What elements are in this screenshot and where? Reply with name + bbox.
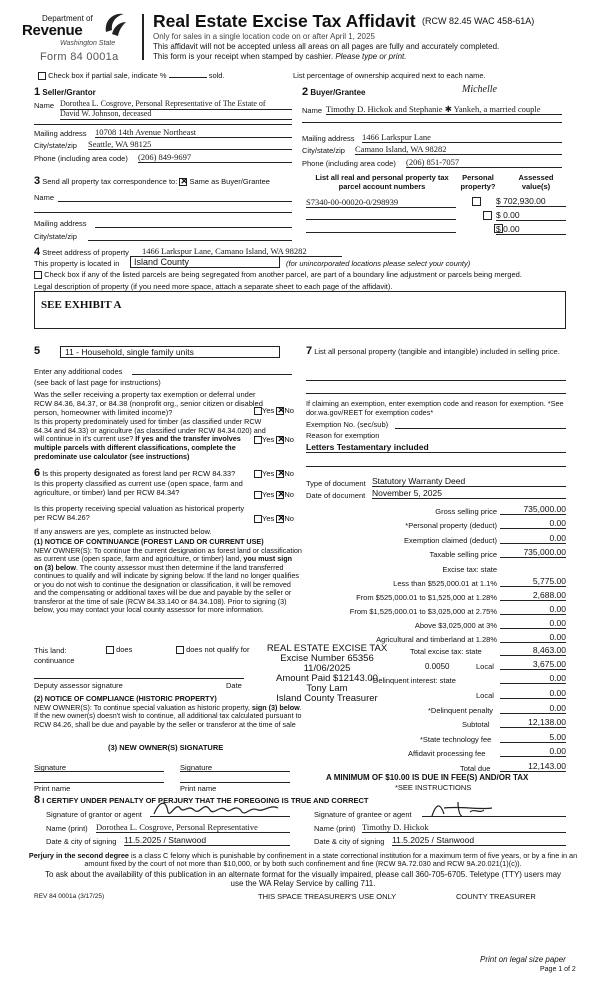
correspondence-row: 3 Send all property tax correspondence to: ✕ Same as Buyer/Grantee [34,175,270,188]
s6-note: If any answers are yes, complete as instructed below. [34,527,212,536]
tax-row-label: From $525,000.01 to $1,525,000 at 1.28% [356,593,497,602]
owner-print-line-1[interactable] [34,782,164,783]
assessed-value-0[interactable]: $ 702,930.00 [496,196,566,207]
does-not-qualify-checkbox[interactable] [176,646,184,654]
buyer-city-label: City/state/zip [302,146,345,155]
section6-q3: Is this property receiving special valuation as historical property per RCW 84.26? [34,504,245,522]
tax-row-value[interactable]: 0.00 [500,518,566,529]
certify-row: 8 I CERTIFY UNDER PENALTY OF PERJURY THAT THE FOREGOING IS TRUE AND CORRECT [34,794,369,806]
form-rcw: (RCW 82.45 WAC 458-61A) [422,16,535,26]
assessed-value-1[interactable]: $ 0.00 [496,210,566,221]
delinquent-interest-value[interactable]: 0.00 [500,673,566,684]
grantee-signature-scribble [422,798,566,820]
dor-logo [22,10,142,66]
stamp-line6: Island County Treasurer [276,692,378,704]
tax-row-value[interactable]: 735,000.00 [500,547,566,558]
tech-fee-value[interactable]: 5.00 [500,732,566,743]
tax-row-label: Taxable selling price [429,550,497,559]
county-select[interactable]: Island County [130,256,280,268]
total-excise-value[interactable]: 8,463.00 [500,645,566,656]
does-option: does [106,645,132,654]
tax-row-value[interactable]: 0.00 [500,604,566,615]
buyer-phone-label: Phone (including area code) [302,159,396,168]
personal-property-checkbox-1[interactable] [483,211,492,220]
grantee-name-label: Name (print) [314,824,356,833]
buyer-name-label: Name [302,106,323,115]
tax-row-label: Exemption claimed (deduct) [404,536,497,545]
grantee-name-field[interactable]: Timothy D. Hickok [362,822,566,833]
grantee-date-field[interactable]: 11.5.2025 / Stanwood [392,835,566,846]
page-number: Page 1 of 2 [540,966,576,973]
buyer-phone-field[interactable]: (206) 851-7057 [406,157,562,168]
form-number: Form 84 0001a [40,51,119,63]
reason-blank-line [306,466,566,467]
forest-no-checkbox[interactable] [276,470,284,478]
additional-codes-label: Enter any additional codes [34,367,123,376]
grantee-sig-label: Signature of grantee or agent [314,810,412,819]
tax-row-label: Above $3,025,000 at 3% [414,621,497,630]
revenue-swoosh-icon [102,10,128,38]
tax-row-value[interactable]: 5,775.00 [500,576,566,587]
local-value[interactable]: 3,675.00 [500,659,566,670]
dept-line2: Revenue [22,22,83,39]
local-label: Local [476,662,494,671]
deputy-date-label: Date [226,681,242,690]
seller-phone-label: Phone (including area code) [34,154,128,163]
ownership-note: List percentage of ownership acquired next to each name. [293,71,486,80]
forest-yes-checkbox[interactable] [254,470,262,478]
n1-body: NEW OWNER(S): To continue the current designation as forest land or classification as current use (open space, farm and agriculture, or timber) land, you must sign on (3) below. The county assessor must then determine if the land transferred continues to qualify and will indicate by signing below. If the land no longer qualifies or you do not wish to continue the designation or classification, it will be removed and the compensating or additional taxes will be due and payable by the seller or transferor at the time of sale (RCW 84.33.140 or 84.34.108). Prior to signing (3) below, you may contact your local county assessor for more information. [34,546,302,615]
owner-print-label-1: Print name [34,784,71,793]
total-due-label: Total due [460,764,491,773]
corr-blank-line [34,212,292,213]
partial-sale-checkbox[interactable] [38,72,46,80]
subtotal-label: Subtotal [462,720,490,729]
tax-row-value[interactable]: 0.00 [500,632,566,643]
street-address-field[interactable]: 1466 Larkspur Lane, Camano Island, WA 98282 [142,246,342,257]
header-line1: Only for sales in a single location code on or after April 1, 2025 [153,32,375,41]
seller-name-line2[interactable]: David W. Johnson, deceased [60,109,292,120]
legal-label: Legal description of property (if you need more space, attach a separate sheet to each page of the affidavit). [34,282,393,291]
historic-no-checkbox[interactable] [276,515,284,523]
corr-city-label: City/state/zip [34,232,77,241]
seller-mailing-label: Mailing address [34,129,87,138]
seller-blank-line [34,124,292,125]
owner-print-line-2[interactable] [180,782,290,783]
legal-description-text: SEE EXHIBIT A [41,299,122,311]
form-title: Real Estate Excise Tax Affidavit [153,11,416,31]
see-instructions: *SEE INSTRUCTIONS [395,783,472,792]
historic-yes-checkbox[interactable] [254,515,262,523]
parcel-number-1[interactable] [306,219,456,220]
stamp-line4: Amount Paid $12143.00 [276,672,378,684]
buyer-mailing-label: Mailing address [302,134,355,143]
tax-row-label: Gross selling price [435,507,497,516]
county-treasurer-label: COUNTY TREASURER [456,892,536,901]
s6-q2-answer: Yes ✕ No [254,490,294,499]
personal-col-header: Personal property? [460,173,496,191]
corr-name-field[interactable] [58,201,292,202]
legal-size-note: Print on legal size paper [480,955,566,964]
q1-yes-checkbox[interactable] [254,407,262,415]
grantee-signature[interactable] [422,816,566,817]
doc-type-field[interactable]: Statutory Warranty Deed [372,476,566,487]
does-not-option: does not qualify for [176,645,249,654]
does-qualify-checkbox[interactable] [106,646,114,654]
assessed-value-2[interactable]: $ 0.00 [496,224,566,235]
owner-sig-label-2: Signature [180,763,213,772]
owner-sig-label-1: Signature [34,763,67,772]
section6-q1: 6 Is this property designated as forest land per RCW 84.33? [34,467,236,479]
grantor-date-label: Date & city of signing [46,837,117,846]
perjury-notice: Perjury in the second degree is a class C felony which is punishable by confinement in a state correctional institution for a maximum term of five years, or by a fine in an amount fixed by the court of not more than $10,000, or by both such confinement and fine (RCW 9A.72.030 and RCW 9A.20.021(1)(c)). [28,851,578,869]
assessed-col-header: Assessed value(s) [518,173,554,191]
insert-caret-icon: ✱ [444,104,452,114]
reason-label: Reason for exemption [306,431,380,440]
exemption-no-field[interactable] [395,428,566,429]
corr-mailing-field[interactable] [95,227,292,228]
exemption-q1: Was the seller receiving a property tax exemption or deferral under RCW 84.36, 84.37, or 84.38 (nonprofit org., senior citizen or disabled person, homeowner with limited income)? [34,390,263,417]
tax-row-value[interactable]: 735,000.00 [500,504,566,515]
header-line2: This affidavit will not be accepted unless all areas on all pages are fully and accurately completed. [153,42,500,51]
segregation-row: Check box if any of the listed parcels are being segregated from another parcel, are part of a boundary line adjustment or parcels being merged. [34,270,522,279]
seller-name-line1[interactable]: Dorothea L. Cosgrove, Personal Representative of The Estate of [60,99,292,110]
current-use-no-checkbox[interactable] [276,491,284,499]
parcel-number-0[interactable]: S7340-00-00020-0/298939 [306,197,456,208]
stamp-line5: Tony Lam [306,682,348,694]
tech-fee-label: *State technology fee [420,735,492,744]
doc-type-label: Type of document [306,479,366,488]
grantor-signature-scribble [150,798,290,820]
n3-title: (3) NEW OWNER(S) SIGNATURE [108,743,224,752]
street-row: 4 Street address of property [34,246,129,258]
current-use-yes-checkbox[interactable] [254,491,262,499]
this-land-label: This land: [34,646,67,655]
q1-answer: Yes ✕ No [254,406,294,415]
owner-print-label-2: Print name [180,784,217,793]
tax-row-label: Agricultural and timberland at 1.28% [376,635,497,644]
delinquent-interest-label: *Delinquent interest: state [370,676,456,685]
seller-heading: 1 Seller/Grantor [34,86,96,98]
q2-yes-checkbox[interactable] [254,436,262,444]
grantor-signature[interactable] [150,816,290,817]
local2-label: Local [476,691,494,700]
tax-row-label: From $1,525,000.01 to $3,025,000 at 2.75% [349,607,497,616]
processing-fee-value[interactable]: 0.00 [500,746,566,757]
continuance-label: continuance [34,656,75,665]
s6-q1-answer: Yes ✕ No [254,469,294,478]
grantor-sig-label: Signature of grantor or agent [46,810,142,819]
doc-date-field[interactable]: November 5, 2025 [372,488,566,499]
tax-row-value[interactable]: 0.00 [500,618,566,629]
tax-row-label: Less than $525,000.01 at 1.1% [393,579,497,588]
buyer-heading: 2 Buyer/Grantee [302,86,366,98]
corr-name-label: Name [34,193,55,202]
seller-name-label: Name [34,101,55,110]
grantor-name-field[interactable]: Dorothea L. Cosgrove, Personal Representative [96,822,290,833]
deputy-sig-line[interactable] [34,678,244,679]
delinquent-penalty-value[interactable]: 0.00 [500,703,566,714]
corr-city-field[interactable] [88,240,292,241]
tax-row-label: *Personal property (deduct) [405,521,497,530]
stamp-line1: REAL ESTATE EXCISE TAX [266,643,388,654]
deputy-sig-label: Deputy assessor signature [34,681,123,690]
local2-value[interactable]: 0.00 [500,688,566,699]
personal-property-field-2[interactable] [306,393,566,394]
corr-mailing-label: Mailing address [34,219,87,228]
grantee-date-label: Date & city of signing [314,837,385,846]
section6-q2: Is this property classified as current use (open space, farm and agriculture, or timber) land per RCW 84.34? [34,479,243,497]
timber-q2: Is this property predominately used for timber (as classified under RCW 84.34 and 84.33) or agriculture (as classified under RCW 84.34.020) and will continue in it's current use? If yes and the transfer involves multiple parcels with different classifications, complete the predominate use calculator (see instructions) [34,417,266,461]
rev-number: REV 84 0001a (3/17/25) [34,893,105,900]
tax-row-value[interactable]: 0.00 [500,533,566,544]
buyer-city-field[interactable]: Camano Island, WA 98282 [355,144,562,155]
header-line3: This form is your receipt when stamped by cashier. Please type or print. [153,52,407,61]
exemption-label: If claiming an exemption, enter exemption code and reason for exemption. *See dor.wa.gov/REET for exemption codes* [306,399,564,417]
seller-city-label: City/state/zip [34,141,77,150]
tax-row-label: Excise tax: state [442,565,497,574]
n1-title: (1) NOTICE OF CONTINUANCE (FOREST LAND OR CURRENT USE) [34,537,264,546]
total-excise-label: Total excise tax: state [410,647,482,656]
section5-number: 5 [34,345,41,357]
grantor-name-label: Name (print) [46,824,88,833]
parcel-col-header: List all real and personal property tax parcel account numbers [315,173,449,191]
accessibility-notice: To ask about the availability of this publication in an alternate format for the visually impaired, please call 360-705-6705. Teletype (TTY) users may use the WA Relay Service by calling 711. [44,870,562,889]
local-rate: 0.0050 [425,662,450,671]
located-label: This property is located in [34,259,120,268]
legal-description-box[interactable] [34,291,566,329]
personal-property-checkbox-0[interactable] [472,197,481,206]
seller-city-field[interactable]: Seattle, WA 98125 [88,139,292,150]
segregation-checkbox[interactable] [34,271,42,279]
unincorporated-note: (for unincorporated locations please select your county) [286,259,471,268]
total-due-value[interactable]: 12,143.00 [500,761,566,772]
minimum-note: A MINIMUM OF $10.00 IS DUE IN FEE(S) AND/OR TAX [326,773,529,782]
reason-field[interactable]: Letters Testamentary included [306,442,566,453]
buyer-mailing-field[interactable]: 1466 Larkspur Lane [362,132,562,143]
same-as-buyer-checkbox[interactable] [179,178,187,186]
n2-title: (2) NOTICE OF COMPLIANCE (HISTORIC PROPERTY) [34,694,217,703]
excise-tax-stamp [252,644,402,704]
header-rule [142,14,144,60]
additional-codes-field[interactable] [132,374,292,375]
dept-line1: Department of [42,14,93,23]
exemption-no-label: Exemption No. (sec/sub) [306,420,389,429]
see-back-note: (see back of last page for instructions) [34,378,161,387]
grantor-date-field[interactable]: 11.5.2025 / Stanwood [124,835,290,846]
personal-property-field[interactable] [306,380,566,381]
partial-sale-row: Check box if partial sale, indicate % sold. [38,71,225,80]
seller-mailing-field[interactable]: 10708 14th Avenue Northeast [95,127,292,138]
doc-date-label: Date of document [306,491,366,500]
q1-no-checkbox[interactable] [276,407,284,415]
buyer-handwritten-insert: Michelle [462,84,497,95]
stamp-line2: Excise Number 65356 [280,652,374,664]
dept-line3: Washington State [60,40,116,47]
land-use-select[interactable]: 11 - Household, single family units [60,346,280,358]
treasurer-use-label: THIS SPACE TREASURER'S USE ONLY [258,892,397,901]
section7-intro: 7 List all personal property (tangible and intangible) included in selling price. [306,345,560,357]
processing-fee-label: Affidavit processing fee [408,749,486,758]
delinquent-penalty-label: *Delinquent penalty [428,706,494,715]
stamp-line3: 11/06/2025 [303,662,351,674]
tax-row-value[interactable]: 2,688.00 [500,590,566,601]
s6-q3-answer: Yes ✕ No [254,514,294,523]
q2-no-checkbox[interactable] [276,436,284,444]
seller-phone-field[interactable]: (206) 849-9697 [138,152,292,163]
q2-answer: Yes ✕ No [254,435,294,444]
buyer-blank-line [302,122,562,123]
subtotal-value[interactable]: 12,138.00 [500,717,566,728]
n2-body: NEW OWNER(S): To continue special valuation as historic property, sign (3) below. If the new owner(s) doesn't wish to continue, all additional tax calculated pursuant to RCW 84.26, shall be due and payable by the seller or transferor at the time of sale [34,703,302,729]
parcel-number-2[interactable] [306,232,456,233]
buyer-name-field[interactable]: Timothy D. Hickok and Stephanie ✱ Yankeh, a married couple [326,104,562,115]
